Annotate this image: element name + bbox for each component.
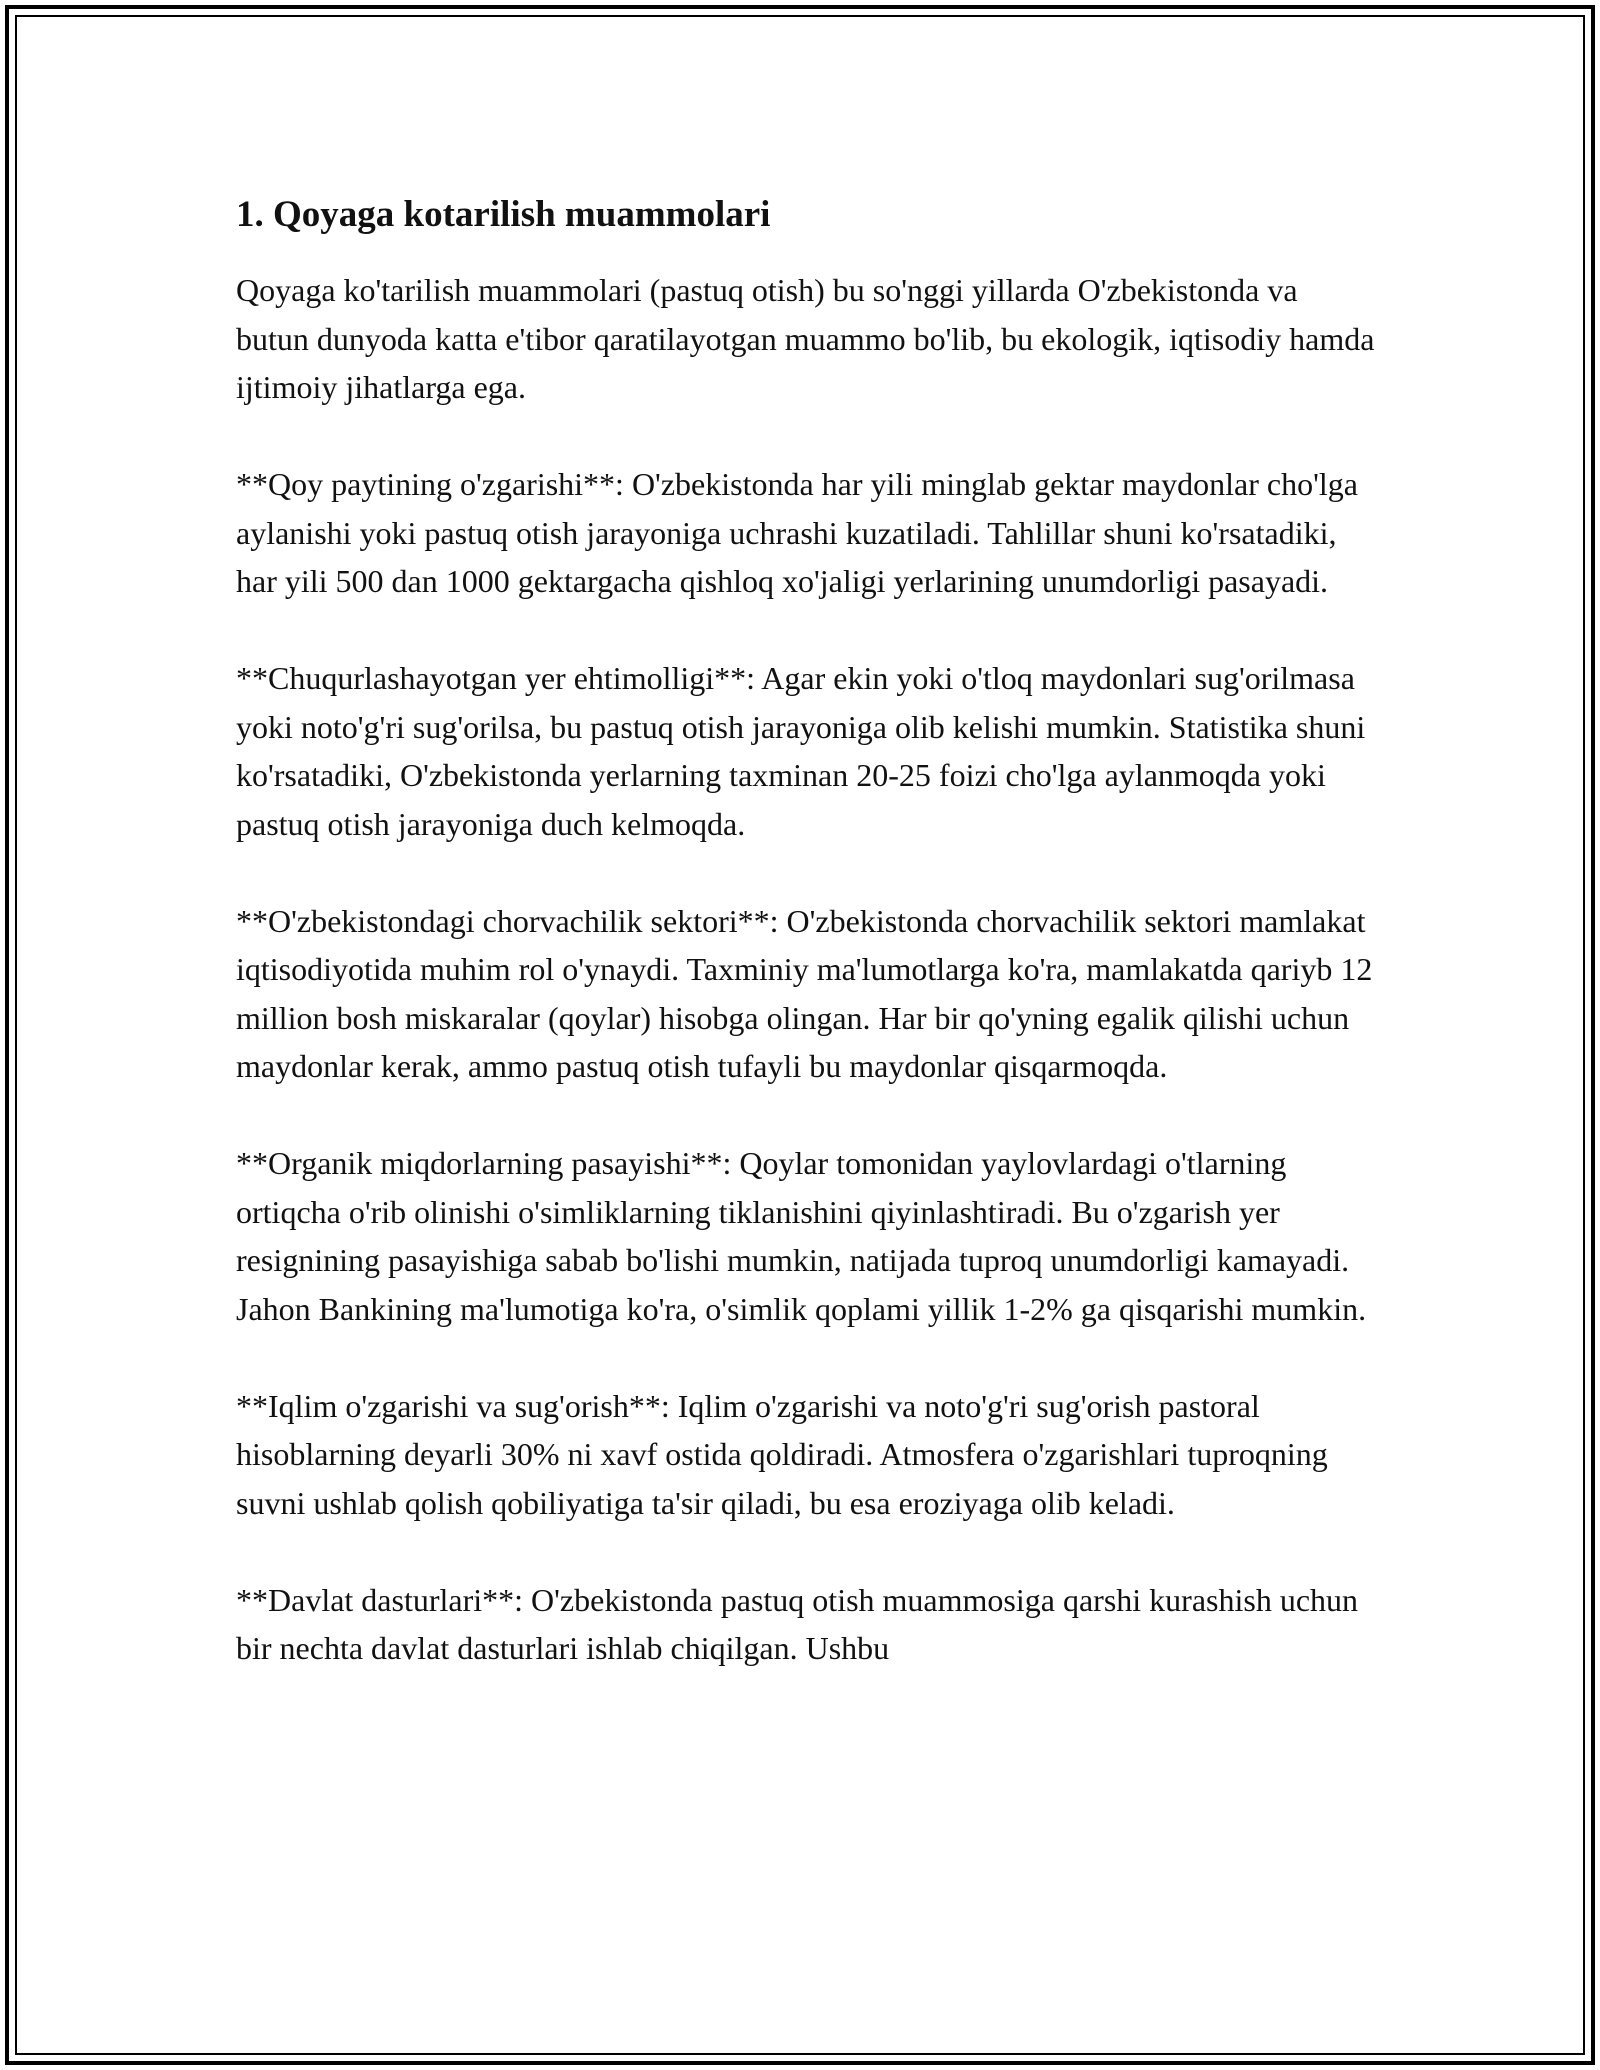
section-heading: 1. Qoyaga kotarilish muammolari — [236, 194, 771, 235]
paragraph-intro: Qoyaga ko'tarilish muammolari (pastuq otish) bu so'nggi yillarda O'zbekistonda va butun dunyoda katta e'tibor qaratilayotgan muammo bo'lib, bu ekologik, iqtisodiy hamda ijtimoiy jihatlarga ega. — [236, 272, 1375, 405]
paragraph-davlat: **Davlat dasturlari**: O'zbekistonda pastuq otish muammosiga qarshi kurashish uchun bir nechta davlat dasturlari ishlab chiqilgan. Ushbu — [236, 1581, 1359, 1666]
document-body — [236, 186, 1376, 1721]
paragraph-chorvachilik: **O'zbekistondagi chorvachilik sektori**: O'zbekistonda chorvachilik sektori mamlakat iqtisodiyotida muhim rol o'ynaydi. Taxminiy ma'lumotlarga ko'ra, mamlakatda qariyb 12 million bosh miskaralar (qoylar) hisobga olingan. Har bir qo'yning egalik qilishi uchun maydonlar kerak, ammo pastuq otish tufayli bu maydonlar qisqarmoqda. — [236, 902, 1373, 1084]
paragraph-iqlim: **Iqlim o'zgarishi va sug'orish**: Iqlim o'zgarishi va noto'g'ri sug'orish pastoral hisoblarning deyarli 30% ni xavf ostida qoldiradi. Atmosfera o'zgarishlari tuproqning suvni ushlab qolish qobiliyatiga ta'sir qiladi, bu esa eroziyaga olib keladi. — [236, 1387, 1328, 1521]
paragraph-organik: **Organik miqdorlarning pasayishi**: Qoylar tomonidan yaylovlardagi o'tlarning ortiqcha o'rib olinishi o'simliklarning tiklanishini qiyinlashtiradi. Bu o'zgarish yer resignining pasayishiga sabab bo'lishi mumkin, natijada tuproq unumdorligi kamayadi. Jahon Bankining ma'lumotiga ko'ra, o'simlik qoplami yillik 1-2% ga qisqarishi mumkin. — [236, 1145, 1367, 1327]
paragraph-chuqurlashayotgan: **Chuqurlashayotgan yer ehtimolligi**: Agar ekin yoki o'tloq maydonlari sug'orilmasa yoki noto'g'ri sug'orilsa, bu pastuq otish jarayoniga olib kelishi mumkin. Statistika shuni ko'rsatadiki, O'zbekistonda yerlarning taxminan 20-25 foizi cho'lga aylanmoqda yoki pastuq otish jarayoniga duch kelmoqda. — [236, 660, 1366, 842]
paragraph-qoy-paytining: **Qoy paytining o'zgarishi**: O'zbekistonda har yili minglab gektar maydonlar cho'lga aylanishi yoki pastuq otish jarayoniga uchrashi kuzatiladi. Tahlillar shuni ko'rsatadiki, har yili 500 dan 1000 gektargacha qishloq xo'jaligi yerlarining unumdorligi pasayadi. — [236, 466, 1358, 599]
